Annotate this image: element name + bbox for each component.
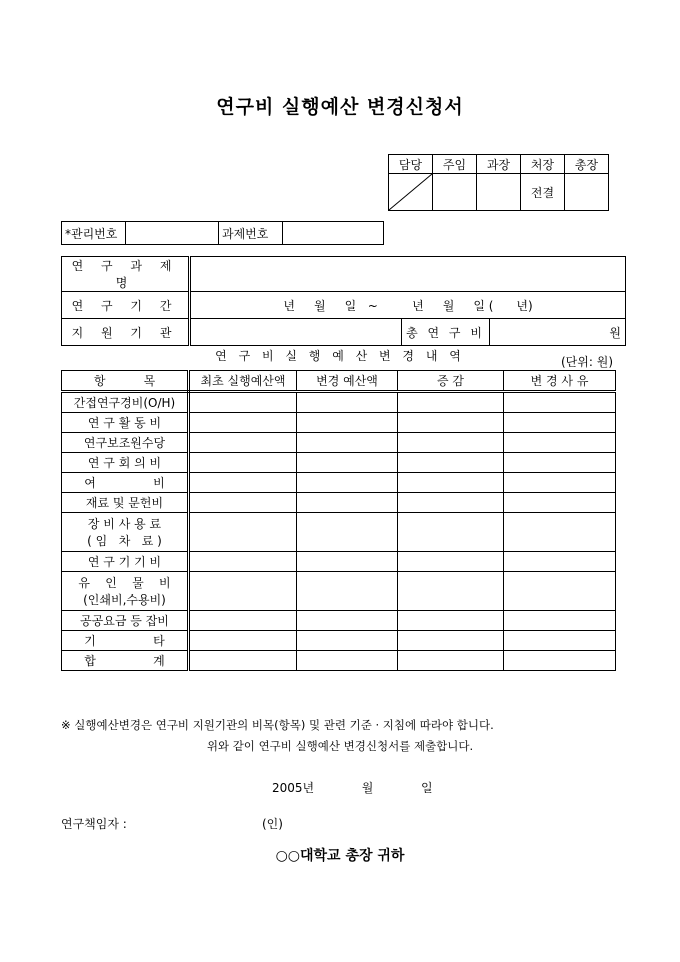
row-original-budget-cell[interactable] bbox=[189, 413, 297, 433]
row-change-reason-cell[interactable] bbox=[504, 631, 616, 651]
budget-detail-table bbox=[61, 370, 616, 671]
approval-header-cell: 담당 bbox=[389, 155, 433, 174]
mgmt-number-label: *관리번호 bbox=[62, 222, 126, 245]
row-item-label: 여 비 bbox=[62, 473, 189, 493]
table-row bbox=[62, 473, 616, 493]
row-original-budget-cell[interactable] bbox=[189, 611, 297, 631]
row-difference-cell[interactable] bbox=[398, 513, 504, 552]
approval-final-mark: 전결 bbox=[521, 174, 565, 211]
row-change-reason-cell[interactable] bbox=[504, 453, 616, 473]
table-row bbox=[62, 611, 616, 631]
row-item-label: 기 타 bbox=[62, 631, 189, 651]
mgmt-number-field[interactable] bbox=[126, 222, 219, 245]
task-number-field[interactable] bbox=[283, 222, 384, 245]
row-original-budget-cell[interactable] bbox=[189, 392, 297, 413]
table-row bbox=[62, 651, 616, 671]
row-change-reason-cell[interactable] bbox=[504, 552, 616, 572]
row-changed-budget-cell[interactable] bbox=[297, 453, 398, 473]
project-name-label: 연 구 과 제 명 bbox=[62, 257, 190, 292]
detail-section-title: 연 구 비 실 행 예 산 변 경 내 역 bbox=[215, 349, 465, 363]
table-row bbox=[62, 433, 616, 453]
row-changed-budget-cell[interactable] bbox=[297, 611, 398, 631]
header-item: 항 목 bbox=[62, 371, 189, 392]
row-item-label: 간접연구경비(O/H) bbox=[62, 392, 189, 413]
row-change-reason-cell[interactable] bbox=[504, 611, 616, 631]
row-difference-cell[interactable] bbox=[398, 611, 504, 631]
row-original-budget-cell[interactable] bbox=[189, 513, 297, 552]
project-name-field[interactable] bbox=[190, 257, 626, 292]
row-original-budget-cell[interactable] bbox=[189, 552, 297, 572]
table-row bbox=[62, 453, 616, 473]
row-difference-cell[interactable] bbox=[398, 651, 504, 671]
row-changed-budget-cell[interactable] bbox=[297, 513, 398, 552]
approval-sign-cell[interactable] bbox=[565, 174, 609, 211]
responsible-researcher-label: 연구책임자 : bbox=[61, 817, 127, 831]
approval-table bbox=[388, 154, 609, 211]
header-original-budget: 최초 실행예산액 bbox=[189, 371, 297, 392]
research-period-label: 연 구 기 간 bbox=[62, 292, 190, 319]
detail-rows bbox=[62, 392, 616, 671]
addressee: ○○대학교 총장 귀하 bbox=[275, 848, 405, 864]
submission-date bbox=[272, 779, 433, 796]
row-item-label: 합 계 bbox=[62, 651, 189, 671]
guideline-note: ※ 실행예산변경은 연구비 지원기관의 비목(항목) 및 관련 기준 · 지침에 따라야 합니다. bbox=[61, 718, 494, 732]
row-changed-budget-cell[interactable] bbox=[297, 631, 398, 651]
date-day: 일 bbox=[421, 781, 433, 795]
row-item-label: 연구보조원수당 bbox=[62, 433, 189, 453]
table-row bbox=[62, 552, 616, 572]
row-difference-cell[interactable] bbox=[398, 453, 504, 473]
row-change-reason-cell[interactable] bbox=[504, 433, 616, 453]
support-agency-label: 지 원 기 관 bbox=[62, 319, 190, 346]
unit-label: (단위: 원) bbox=[561, 355, 613, 369]
header-difference: 증 감 bbox=[398, 371, 504, 392]
date-month: 월 bbox=[361, 781, 374, 795]
row-item-label: 장 비 사 용 료 ( 임 차 료 ) bbox=[62, 513, 189, 552]
row-change-reason-cell[interactable] bbox=[504, 651, 616, 671]
row-item-label: 연 구 기 기 비 bbox=[62, 552, 189, 572]
management-table bbox=[61, 221, 384, 245]
approval-header-cell: 주임 bbox=[433, 155, 477, 174]
research-period-field[interactable]: 년 월 일 ~ 년 월 일 ( 년) bbox=[190, 292, 626, 319]
row-difference-cell[interactable] bbox=[398, 413, 504, 433]
project-info-table bbox=[61, 256, 626, 346]
row-difference-cell[interactable] bbox=[398, 572, 504, 611]
submission-statement: 위와 같이 연구비 실행예산 변경신청서를 제출합니다. bbox=[206, 739, 474, 753]
row-change-reason-cell[interactable] bbox=[504, 413, 616, 433]
row-original-budget-cell[interactable] bbox=[189, 493, 297, 513]
seal-mark: (인) bbox=[262, 817, 283, 831]
row-difference-cell[interactable] bbox=[398, 473, 504, 493]
table-row bbox=[62, 392, 616, 413]
row-original-budget-cell[interactable] bbox=[189, 433, 297, 453]
row-difference-cell[interactable] bbox=[398, 493, 504, 513]
document-title: 연구비 실행예산 변경신청서 bbox=[216, 96, 464, 118]
row-difference-cell[interactable] bbox=[398, 552, 504, 572]
approval-sign-slash bbox=[389, 174, 433, 211]
row-item-label: 공공요금 등 잡비 bbox=[62, 611, 189, 631]
header-changed-budget: 변경 예산액 bbox=[297, 371, 398, 392]
row-original-budget-cell[interactable] bbox=[189, 651, 297, 671]
row-original-budget-cell[interactable] bbox=[189, 453, 297, 473]
approval-header-cell: 처장 bbox=[521, 155, 565, 174]
row-difference-cell[interactable] bbox=[398, 392, 504, 413]
row-item-label: 재료 및 문헌비 bbox=[62, 493, 189, 513]
row-changed-budget-cell[interactable] bbox=[297, 552, 398, 572]
row-item-label: 연 구 활 동 비 bbox=[62, 413, 189, 433]
date-year: 2005년 bbox=[272, 781, 315, 795]
row-changed-budget-cell[interactable] bbox=[297, 433, 398, 453]
row-change-reason-cell[interactable] bbox=[504, 572, 616, 611]
table-row bbox=[62, 631, 616, 651]
row-change-reason-cell[interactable] bbox=[504, 473, 616, 493]
table-row bbox=[62, 493, 616, 513]
header-change-reason: 변 경 사 유 bbox=[504, 371, 616, 392]
row-original-budget-cell[interactable] bbox=[189, 473, 297, 493]
approval-header-cell: 과장 bbox=[477, 155, 521, 174]
table-row bbox=[62, 572, 616, 611]
row-change-reason-cell[interactable] bbox=[504, 513, 616, 552]
table-row bbox=[62, 513, 616, 552]
approval-sign-cell[interactable] bbox=[477, 174, 521, 211]
row-change-reason-cell[interactable] bbox=[504, 493, 616, 513]
row-changed-budget-cell[interactable] bbox=[297, 493, 398, 513]
table-row bbox=[62, 413, 616, 433]
row-change-reason-cell[interactable] bbox=[504, 392, 616, 413]
row-original-budget-cell[interactable] bbox=[189, 572, 297, 611]
approval-header-cell: 총장 bbox=[565, 155, 609, 174]
row-changed-budget-cell[interactable] bbox=[297, 651, 398, 671]
total-budget-field[interactable] bbox=[490, 319, 626, 346]
row-original-budget-cell[interactable] bbox=[189, 631, 297, 651]
row-changed-budget-cell[interactable] bbox=[297, 392, 398, 413]
row-difference-cell[interactable] bbox=[398, 631, 504, 651]
support-agency-field[interactable] bbox=[190, 319, 402, 346]
row-changed-budget-cell[interactable] bbox=[297, 572, 398, 611]
row-changed-budget-cell[interactable] bbox=[297, 413, 398, 433]
approval-sign-cell[interactable] bbox=[433, 174, 477, 211]
total-budget-unit: 원 bbox=[609, 325, 621, 340]
task-number-label: 과제번호 bbox=[219, 222, 283, 245]
row-item-label: 유 인 물 비 (인쇄비,수용비) bbox=[62, 572, 189, 611]
row-difference-cell[interactable] bbox=[398, 433, 504, 453]
total-budget-label: 총 연 구 비 bbox=[402, 319, 490, 346]
row-changed-budget-cell[interactable] bbox=[297, 473, 398, 493]
row-item-label: 연 구 회 의 비 bbox=[62, 453, 189, 473]
